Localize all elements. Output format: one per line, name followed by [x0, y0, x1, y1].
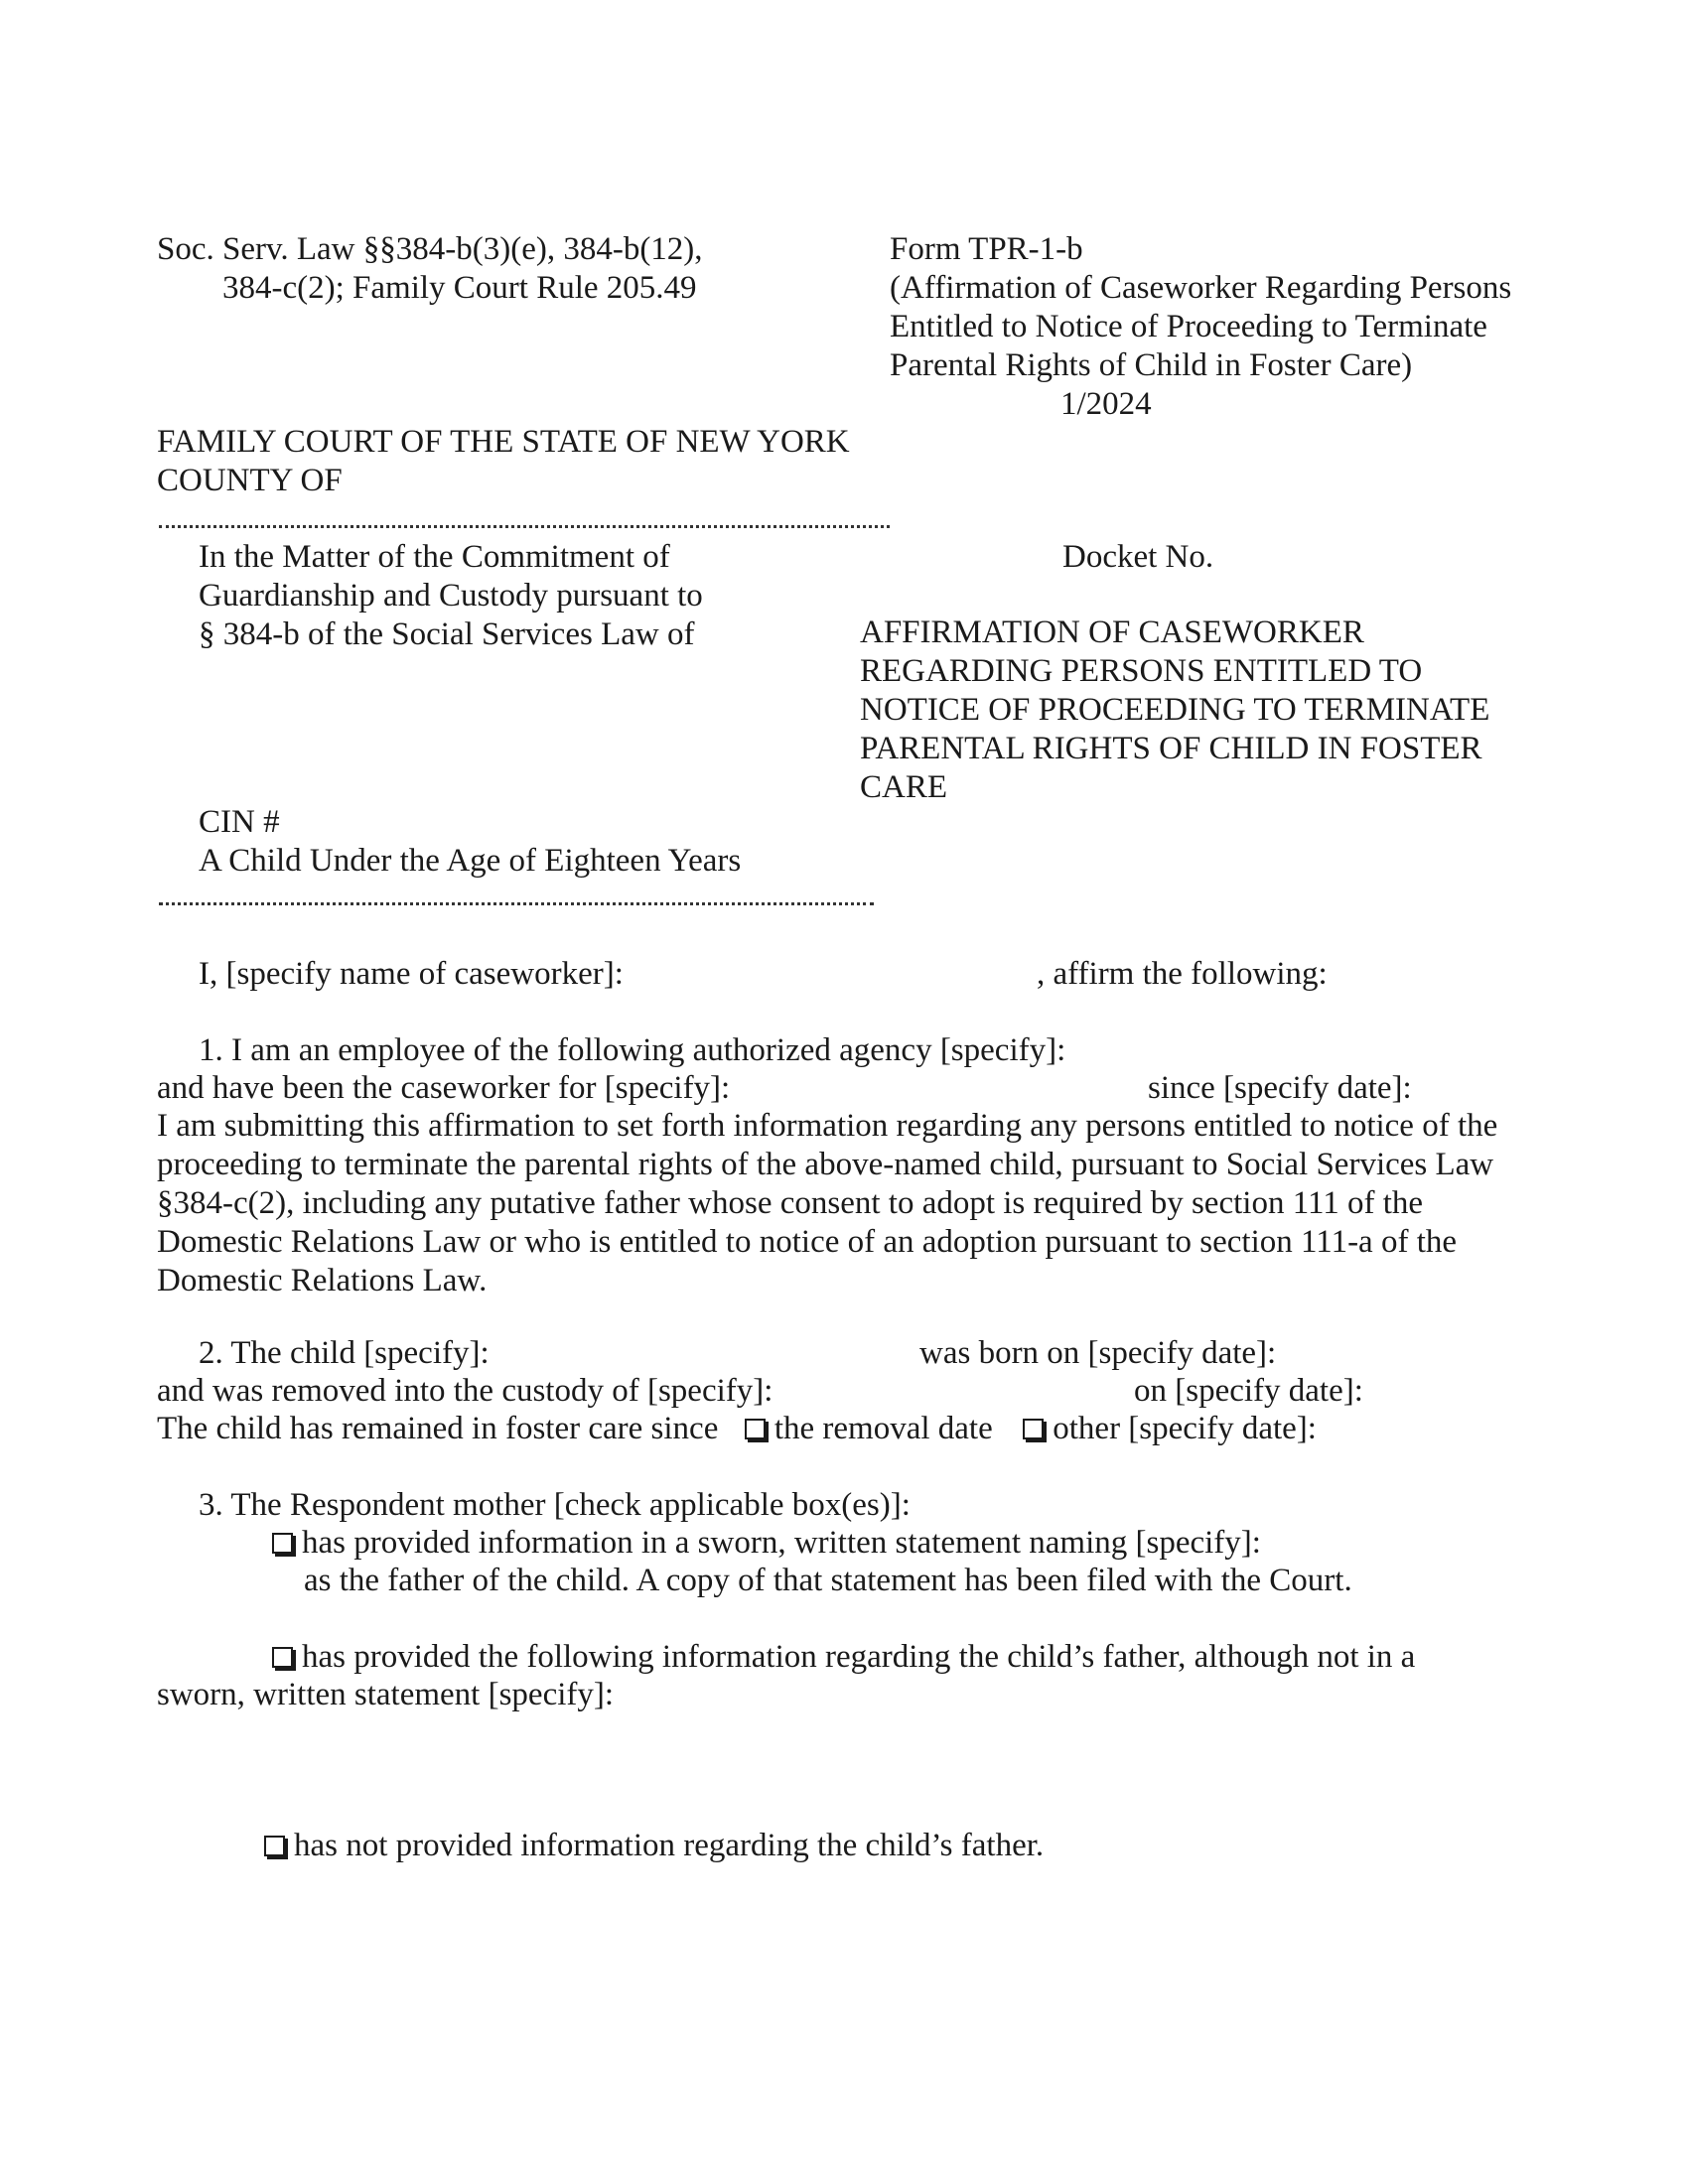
para1-body [157, 1107, 1527, 1300]
affirm-suffix: , affirm the following: [1037, 956, 1328, 992]
statute-line-2: 384-c(2); Family Court Rule 205.49 [222, 270, 697, 306]
title-line-3: NOTICE OF PROCEEDING TO TERMINATE [860, 692, 1490, 728]
statute-citation [157, 230, 703, 308]
county-label: COUNTY OF [157, 463, 343, 498]
form-description-line-2: Entitled to Notice of Proceeding to Terminate [890, 309, 1487, 344]
unsworn-information-checkbox[interactable] [272, 1647, 293, 1668]
matter-line-1: In the Matter of the Commitment of [199, 539, 670, 575]
cin-label: CIN # [199, 804, 280, 840]
caseworker-name-prefix: I, [specify name of caseworker]: [199, 956, 624, 992]
form-info [890, 230, 1525, 424]
no-information-label: has not provided information regarding the child’s father. [294, 1828, 1045, 1863]
para3-option-2-line-2: sworn, written statement [specify]: [157, 1677, 615, 1712]
para3-heading: 3. The Respondent mother [check applicable box(es)]: [199, 1487, 911, 1523]
sworn-statement-label: has provided information in a sworn, written statement naming [specify]: [302, 1525, 1261, 1561]
caption-child [199, 803, 741, 881]
document-title [860, 614, 1489, 807]
para2-line-3 [157, 1410, 1317, 1448]
removal-date-option-label: the removal date [774, 1411, 993, 1446]
para1-line-1: 1. I am an employee of the following authorized agency [specify]: [199, 1032, 1066, 1068]
title-line-1: AFFIRMATION OF CASEWORKER [860, 614, 1364, 650]
para3-option-1 [272, 1524, 1261, 1563]
para1-line-5: §384-c(2), including any putative father whose consent to adopt is required by section 111 of the [157, 1185, 1424, 1221]
docket-number-label: Docket No. [1062, 539, 1214, 575]
para2-line-1a: 2. The child [specify]: [199, 1335, 490, 1371]
sworn-statement-checkbox[interactable] [272, 1533, 293, 1554]
statute-line-1: Soc. Serv. Law §§384-b(3)(e), 384-b(12), [157, 231, 703, 267]
para1-line-4: proceeding to terminate the parental rights of the above-named child, pursuant to Social Services Law [157, 1147, 1494, 1182]
caption-matter [199, 538, 703, 654]
title-line-2: REGARDING PERSONS ENTITLED TO [860, 653, 1423, 689]
title-line-4: PARENTAL RIGHTS OF CHILD IN FOSTER [860, 731, 1482, 766]
form-description-line-3: Parental Rights of Child in Foster Care) [890, 347, 1413, 383]
court-heading [157, 423, 850, 500]
matter-line-2: Guardianship and Custody pursuant to [199, 578, 703, 614]
matter-line-3: § 384-b of the Social Services Law of [199, 616, 695, 652]
title-line-5: CARE [860, 769, 948, 805]
para2-line-2b: on [specify date]: [1134, 1373, 1363, 1409]
form-number: Form TPR-1-b [890, 231, 1083, 267]
caption-bottom-divider [159, 902, 874, 905]
para1-line-2a: and have been the caseworker for [specify]: [157, 1070, 731, 1106]
para1-line-3: I am submitting this affirmation to set forth information regarding any persons entitled to notice of the [157, 1108, 1498, 1144]
para3-option-3 [264, 1827, 1044, 1865]
removal-date-checkbox[interactable] [745, 1419, 766, 1439]
court-name: FAMILY COURT OF THE STATE OF NEW YORK [157, 424, 850, 460]
foster-care-since-label: The child has remained in foster care since [157, 1411, 719, 1446]
para1-line-7: Domestic Relations Law. [157, 1263, 488, 1298]
other-date-option-label: other [specify date]: [1053, 1411, 1317, 1446]
caption-top-divider [159, 525, 890, 528]
para2-line-2a: and was removed into the custody of [specify]: [157, 1373, 774, 1409]
para1-line-2b: since [specify date]: [1148, 1070, 1412, 1106]
form-description-line-1: (Affirmation of Caseworker Regarding Persons [890, 270, 1512, 306]
para3-option-2 [272, 1638, 1415, 1677]
unsworn-information-label: has provided the following information regarding the child’s father, although not in a [302, 1639, 1416, 1675]
para1-line-6: Domestic Relations Law or who is entitled to notice of an adoption pursuant to section 111-a of the [157, 1224, 1458, 1260]
other-date-checkbox[interactable] [1023, 1419, 1044, 1439]
no-information-checkbox[interactable] [264, 1836, 285, 1856]
form-date: 1/2024 [1060, 386, 1152, 422]
para2-line-1b: was born on [specify date]: [919, 1335, 1277, 1371]
child-age-line: A Child Under the Age of Eighteen Years [199, 843, 742, 879]
para3-option-1-line-2: as the father of the child. A copy of that statement has been filed with the Court. [304, 1563, 1352, 1598]
